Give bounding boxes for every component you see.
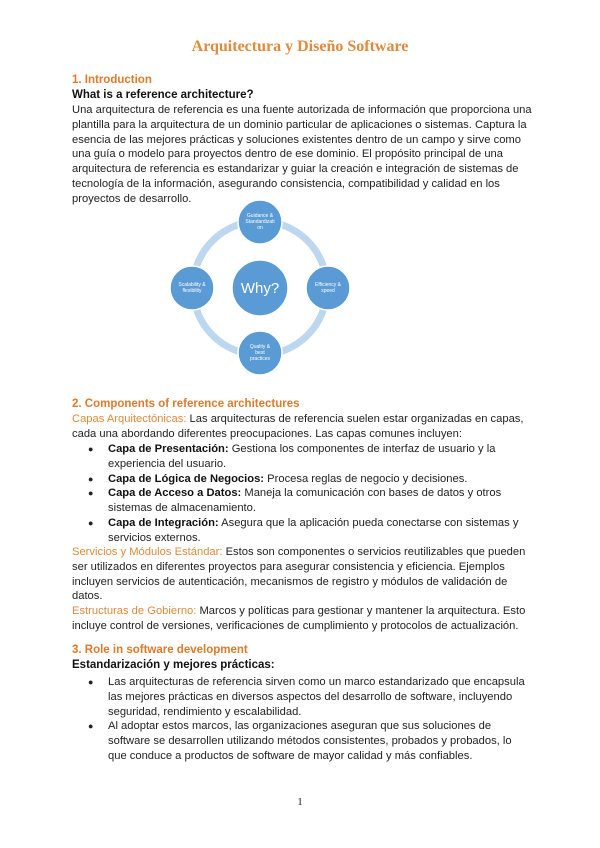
node-quality-best-practices [238, 331, 282, 375]
capas-label: Capas Arquitectónicas: [72, 413, 187, 425]
node-efficiency-speed [306, 266, 350, 310]
servicios-label: Servicios y Módulos Estándar: [72, 546, 223, 558]
section-3-heading: 3. Role in software development [72, 644, 248, 656]
svg-text:Scalability &: Scalability & [178, 282, 206, 288]
svg-text:speed: speed [321, 288, 335, 294]
svg-text:Efficiency &: Efficiency & [314, 282, 342, 288]
svg-text:practices: practices [249, 356, 271, 362]
list-item: ● Las arquitecturas de referencia sirven como un marco estandarizado que encapsula las mejores prácticas en diversos aspectos del desarrollo de software, incluyendo seguridad, rendimiento y escalabilidad. [72, 675, 532, 719]
gobierno-label: Estructuras de Gobierno: [72, 605, 197, 617]
section-1-subheading: What is a reference architecture? [72, 89, 254, 101]
svg-text:Standardizati: Standardizati [245, 219, 275, 225]
list-item: ● Capa de Lógica de Negocios: Procesa reglas de negocio y decisiones. [72, 472, 532, 487]
svg-text:flexibility: flexibility [182, 288, 202, 294]
section-1-paragraph: Una arquitectura de referencia es una fuente autorizada de información que proporciona una plantilla para la arquitectura de un dominio particular de aplicaciones o sistemas. Captura la esencia de las mejores prácticas y soluciones existentes dentro de un campo y sirve como una guía o modelo para proyectos dentro de ese dominio. El propósito principal de una arquitectura de referencia es estandarizar y guiar la creación e integración de sistemas de tecnología de la información, asegurando consistencia, compatibilidad y calidad en los proyectos de desarrollo. [72, 104, 532, 205]
node-guidance-standardization [238, 200, 282, 244]
section-2-heading: 2. Components of reference architectures [72, 398, 300, 410]
node-scalability-flexibility [170, 266, 214, 310]
list-item: ● Al adoptar estos marcos, las organizaciones aseguran que sus soluciones de software se desarrollen utilizando métodos consistentes, probados y probados, lo que conduce a productos de software de mayor calidad y más confiables. [72, 719, 532, 763]
document-title: Arquitectura y Diseño Software [191, 38, 409, 55]
svg-text:on: on [257, 225, 263, 231]
svg-text:best: best [255, 350, 265, 356]
list-item: ● Capa de Acceso a Datos: Maneja la comunicación con bases de datos y otros sistemas de almacenamiento. [72, 486, 532, 516]
capas-text: Las arquitecturas de referencia suelen estar organizadas en capas, cada una abordando diferentes preocupaciones. Las capas comunes incluyen: [72, 413, 524, 440]
gobierno-text: Marcos y políticas para gestionar y mantener la arquitectura. Esto incluye control de versiones, verificaciones de cumplimiento y protocolos de actualización. [72, 605, 526, 632]
svg-text:Quality &: Quality & [249, 344, 271, 350]
layers-list [72, 442, 532, 546]
section-3-subheading: Estandarización y mejores prácticas: [72, 659, 275, 671]
page-number: 1 [297, 796, 303, 808]
servicios-text: Estos son componentes o servicios reutilizables que pueden ser utilizados en diferentes proyectos para asegurar consistencia y eficiencia. Ejemplos incluyen servicios de autenticación, mecanismos de registro y módulos de validación de datos. [72, 546, 526, 603]
list-item: ● Capa de Presentación: Gestiona los componentes de interfaz de usuario y la experiencia del usuario. [72, 442, 532, 472]
capas-paragraph [72, 412, 532, 442]
servicios-paragraph [72, 545, 532, 604]
gobierno-paragraph [72, 604, 532, 634]
practices-list [72, 675, 532, 764]
list-item: ● Capa de Integración: Asegura que la aplicación pueda conectarse con sistemas y servicios externos. [72, 516, 532, 546]
svg-text:Guidance &: Guidance & [246, 213, 274, 219]
section-1-heading: 1. Introduction [72, 74, 152, 86]
center-label: Why? [240, 280, 280, 297]
why-cycle-diagram [160, 200, 360, 375]
